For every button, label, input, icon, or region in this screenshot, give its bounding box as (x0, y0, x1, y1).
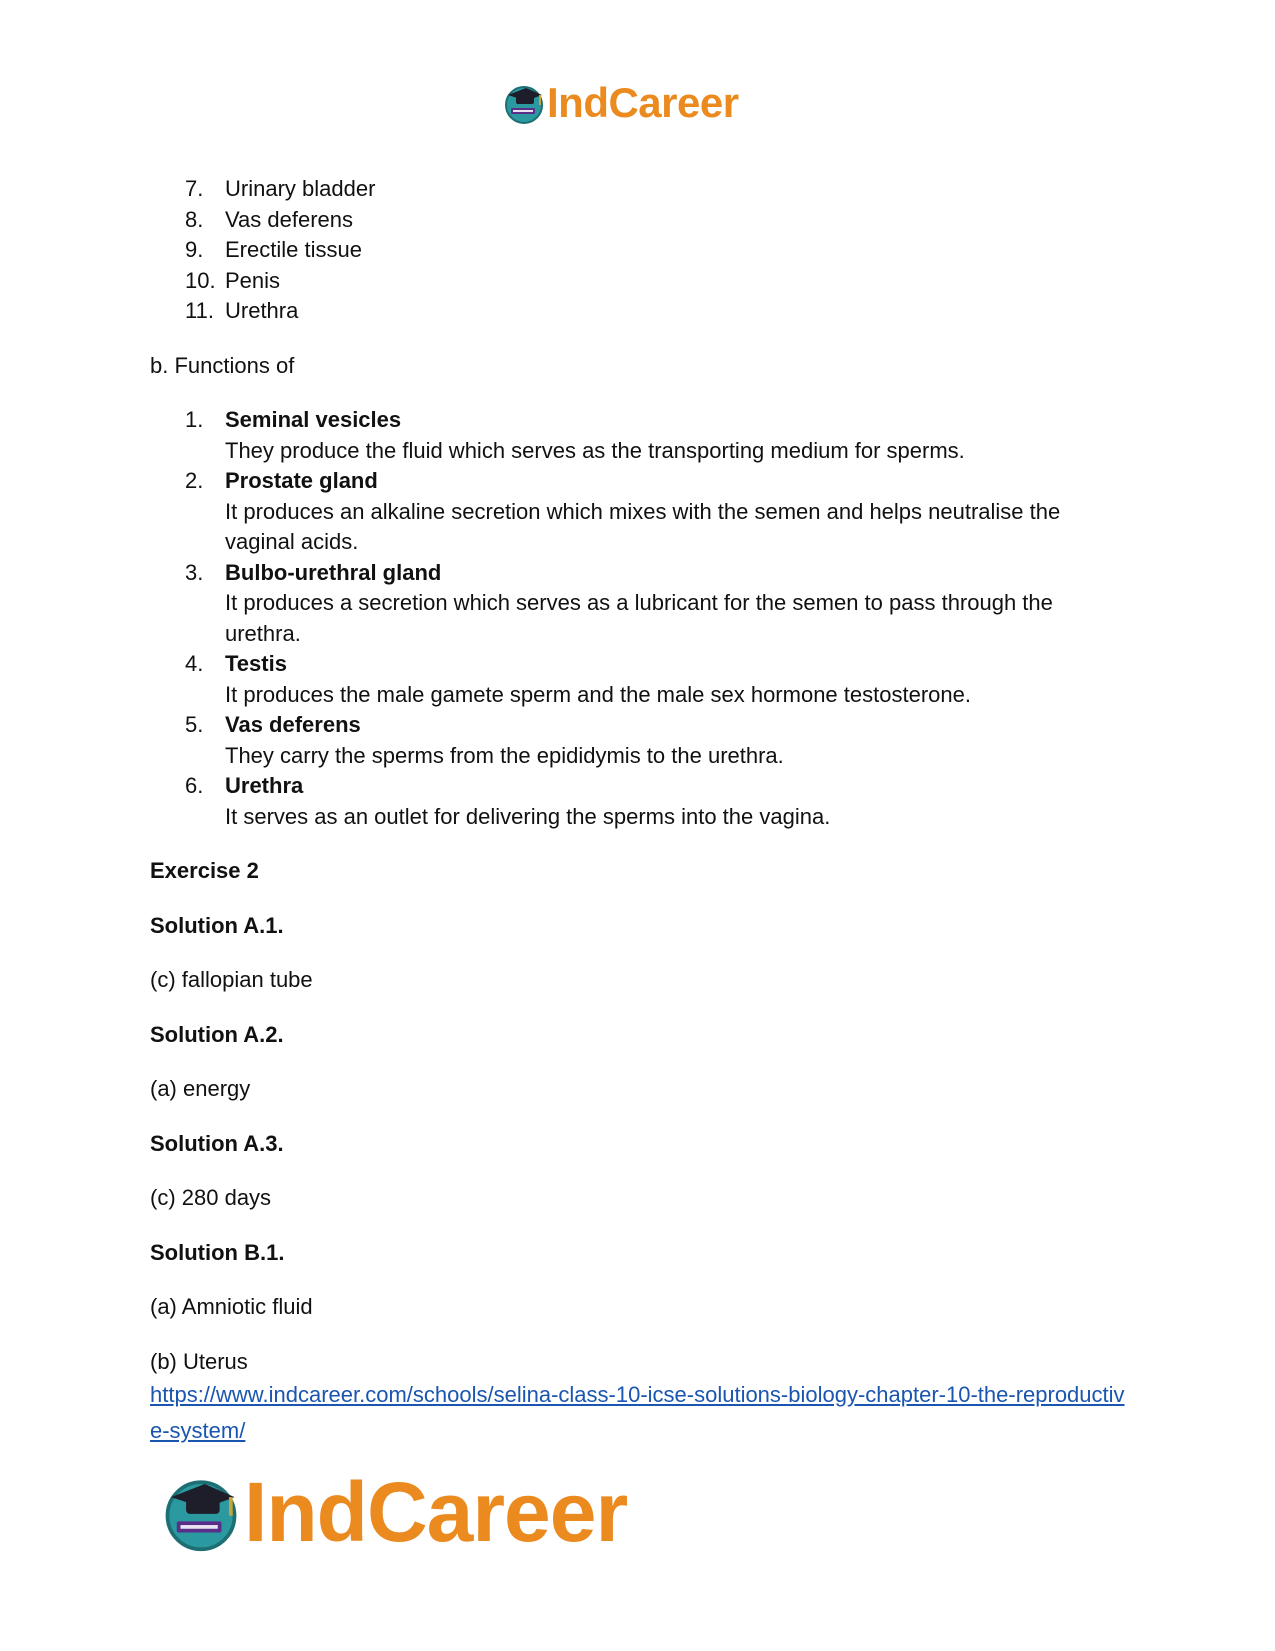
function-item (150, 558, 1130, 650)
list-number: 6. (185, 773, 204, 798)
section-heading: b. Functions of (150, 352, 295, 378)
function-text: They produce the fluid which serves as the transporting medium for sperms. (225, 437, 965, 463)
document-body (150, 174, 1130, 1449)
list-text: Erectile tissue (225, 237, 362, 262)
solution-answer: (b) Uterus (150, 1348, 248, 1374)
list-text: Vas deferens (225, 206, 354, 232)
function-title: Vas deferens (225, 712, 361, 737)
function-title: Testis (225, 651, 287, 676)
function-item (150, 466, 1130, 558)
function-text: It produces the male gamete sperm and the male sex hormone testosterone. (225, 681, 971, 707)
solution-label: Solution A.3. (150, 1130, 284, 1156)
graduation-globe-icon (160, 1471, 242, 1553)
list-number: 3. (185, 559, 204, 585)
organ-list (150, 174, 1130, 327)
list-number: 11. (185, 298, 214, 323)
solution-answer: (c) fallopian tube (150, 967, 313, 992)
function-title: Seminal vesicles (225, 407, 402, 432)
function-item (150, 771, 1130, 832)
list-number: 2. (185, 468, 204, 493)
list-text: Penis (225, 267, 281, 293)
function-text: It produces an alkaline secretion which mixes with the semen and helps neutralise the vaginal acids. (225, 498, 1061, 554)
function-text: It serves as an outlet for delivering the sperms into the vagina. (225, 803, 831, 829)
functions-list (150, 405, 1130, 832)
solution-label: Solution B.1. (150, 1239, 285, 1265)
function-item (150, 405, 1130, 466)
function-text: It produces a secretion which serves as a lubricant for the semen to pass through the urethra. (225, 590, 1053, 646)
list-item (150, 235, 1130, 266)
list-item (150, 296, 1130, 327)
header-logo (502, 78, 739, 128)
list-item (150, 205, 1130, 236)
list-item (150, 174, 1130, 205)
solution-answer: (a) Amniotic fluid (150, 1294, 313, 1319)
logo-wordmark: IndCareer (547, 79, 739, 126)
list-number: 1. (185, 407, 204, 432)
logo-wordmark: IndCareer (244, 1465, 628, 1559)
list-item (150, 266, 1130, 297)
function-title: Bulbo-urethral gland (225, 559, 442, 585)
function-text: They carry the sperms from the epididymis to the urethra. (225, 742, 784, 768)
solution-answer: (c) 280 days (150, 1185, 272, 1210)
function-item (150, 649, 1130, 710)
list-number: 5. (185, 712, 204, 737)
function-title: Prostate gland (225, 468, 378, 493)
list-number: 7. (185, 176, 204, 201)
list-number: 9. (185, 237, 204, 262)
solution-label: Solution A.1. (150, 912, 284, 938)
solution-label: Solution A.2. (150, 1021, 284, 1047)
exercise-title: Exercise 2 (150, 858, 259, 883)
list-text: Urethra (225, 298, 299, 323)
list-number: 4. (185, 651, 204, 676)
list-number: 8. (185, 206, 204, 232)
graduation-globe-icon (502, 81, 546, 125)
source-link[interactable]: https://www.indcareer.com/schools/selina-class-10-icse-solutions-biology-chapter-10-the-reproductive-system/ (150, 1382, 1125, 1443)
list-number: 10. (185, 267, 216, 293)
footer-logo (160, 1467, 627, 1557)
function-title: Urethra (225, 773, 304, 798)
list-text: Urinary bladder (225, 176, 376, 201)
function-item (150, 710, 1130, 771)
solution-answer: (a) energy (150, 1076, 251, 1101)
